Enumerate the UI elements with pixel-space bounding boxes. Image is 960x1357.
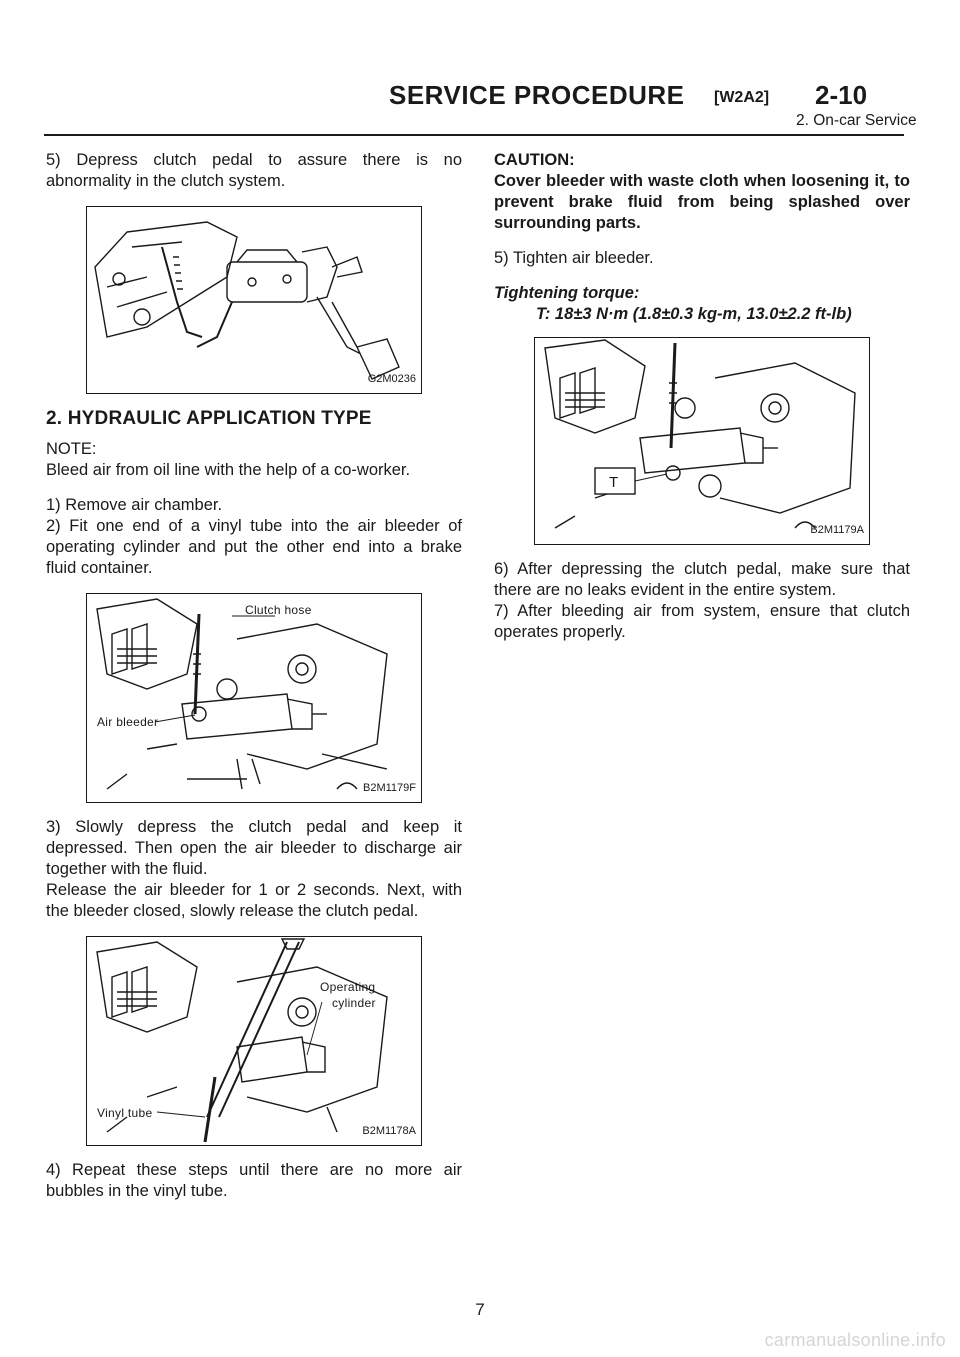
- step-6-check-leaks: 6) After depressing the clutch pedal, make sure that there are no leaks evident in the entire system.: [494, 560, 910, 599]
- figure-air-bleeder: [86, 593, 422, 803]
- caution-text: Cover bleeder with waste cloth when loosening it, to prevent brake fluid from being splashed over surrounding parts.: [494, 172, 910, 232]
- label-torque-t: T: [609, 474, 619, 491]
- step-5-tighten-bleeder: 5) Tighten air bleeder.: [494, 249, 654, 267]
- step-3-release-bleeder: Release the air bleeder for 1 or 2 seconds. Next, with the bleeder closed, slowly release the clutch pedal.: [46, 881, 462, 920]
- tighten-bleeder-illustration: [535, 338, 869, 544]
- label-vinyl-tube: Vinyl tube: [97, 1106, 153, 1120]
- torque-value: T: 18±3 N·m (1.8±0.3 kg-m, 13.0±2.2 ft-lb): [536, 305, 852, 323]
- label-operating: Operating: [320, 980, 376, 994]
- clutch-pedal-illustration: [87, 207, 421, 393]
- figure-code: B2M1179A: [810, 524, 864, 536]
- note-text: Bleed air from oil line with the help of a co-worker.: [46, 461, 411, 479]
- section-code: [W2A2]: [714, 89, 770, 106]
- section-heading: 2. HYDRAULIC APPLICATION TYPE: [46, 408, 372, 429]
- label-cylinder: cylinder: [332, 996, 376, 1010]
- right-column: [494, 150, 910, 657]
- page-number: 7: [475, 1300, 485, 1319]
- page-code: 2-10: [815, 80, 868, 110]
- step-4-repeat: 4) Repeat these steps until there are no more air bubbles in the vinyl tube.: [46, 1161, 462, 1200]
- label-air-bleeder: Air bleeder: [97, 715, 159, 729]
- left-column: [46, 150, 462, 1216]
- section-subtitle: 2. On-car Service: [796, 112, 917, 129]
- figure-vinyl-tube: [86, 936, 422, 1146]
- header-rule: [44, 134, 904, 136]
- step-3-depress-pedal: 3) Slowly depress the clutch pedal and keep it depressed. Then open the air bleeder to discharge air together with the fluid.: [46, 818, 462, 878]
- torque-label: Tightening torque:: [494, 284, 640, 302]
- step-7-ensure-operation: 7) After bleeding air from system, ensure that clutch operates properly.: [494, 602, 910, 641]
- air-bleeder-illustration: [87, 594, 421, 802]
- figure-clutch-pedal: [86, 206, 422, 394]
- step-2-fit-tube: 2) Fit one end of a vinyl tube into the air bleeder of operating cylinder and put the other end into a brake fluid container.: [46, 517, 462, 577]
- note-label: NOTE:: [46, 440, 97, 458]
- section-title: SERVICE PROCEDURE: [389, 80, 685, 110]
- figure-code: B2M1178A: [362, 1125, 416, 1137]
- caution-label: CAUTION:: [494, 151, 575, 169]
- step-5-pedal-check: 5) Depress clutch pedal to assure there is no abnormality in the clutch system.: [46, 151, 462, 190]
- step-1-remove-chamber: 1) Remove air chamber.: [46, 496, 223, 514]
- figure-code: G2M0236: [367, 373, 416, 385]
- watermark: carmanualsonline.info: [764, 1330, 946, 1350]
- label-clutch-hose: Clutch hose: [245, 603, 312, 617]
- figure-code: B2M1179F: [363, 782, 416, 794]
- figure-tighten-bleeder: [534, 337, 870, 545]
